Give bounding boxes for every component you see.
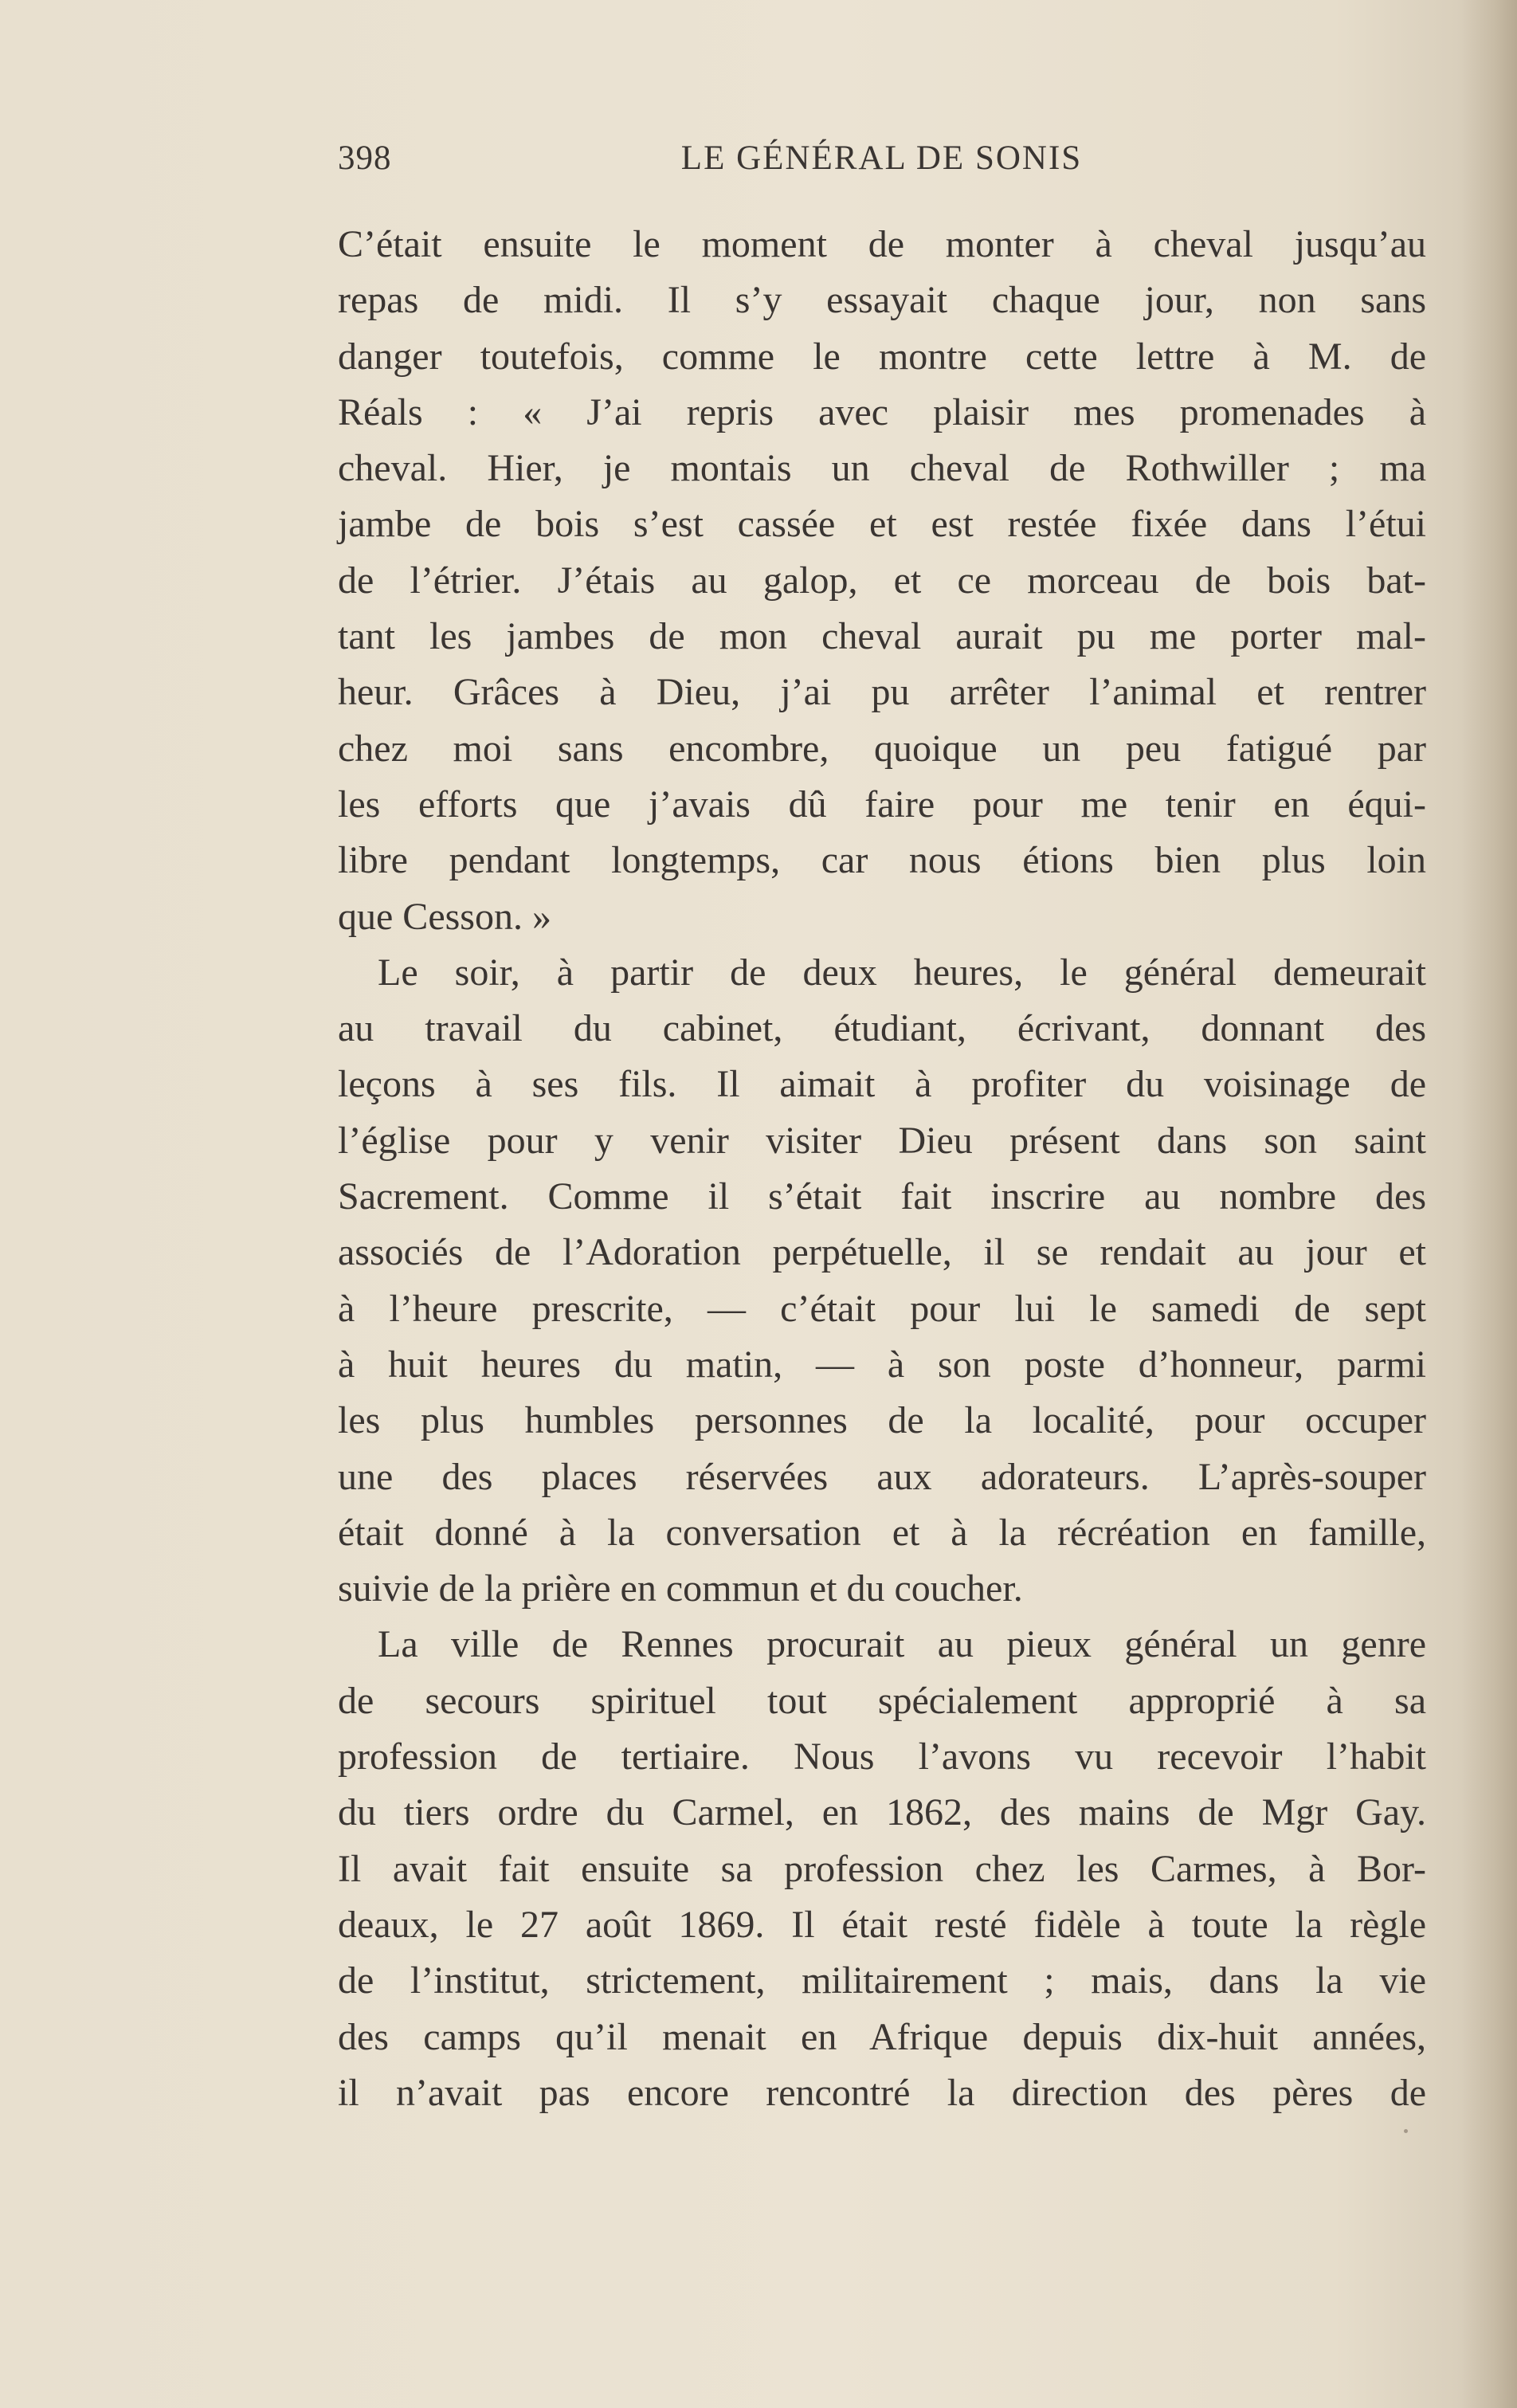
page-edge-shadow (1461, 0, 1517, 2408)
text-line: Sacrement. Comme il s’était fait inscrire au nombre des (338, 1175, 1426, 1218)
paragraph-1 (338, 217, 1426, 945)
text-line: profession de tertiaire. Nous l’avons vu recevoir l’habit (338, 1735, 1426, 1779)
text-line: heur. Grâces à Dieu, j’ai pu arrêter l’animal et rentrer (338, 671, 1426, 714)
text-line: tant les jambes de mon cheval aurait pu me porter mal- (338, 615, 1426, 658)
text-line: La ville de Rennes procurait au pieux général un genre (378, 1623, 1426, 1666)
text-line: suivie de la prière en commun et du coucher. (338, 1567, 1023, 1610)
text-line: une des places réservées aux adorateurs. L’après-souper (338, 1455, 1426, 1498)
paper-speck (1404, 2129, 1408, 2133)
text-line: danger toutefois, comme le montre cette lettre à M. de (338, 335, 1426, 378)
text-line: l’église pour y venir visiter Dieu présent dans son saint (338, 1119, 1426, 1162)
text-line: de l’étrier. J’étais au galop, et ce morceau de bois bat- (338, 559, 1426, 602)
text-line: deaux, le 27 août 1869. Il était resté fidèle à toute la règle (338, 1903, 1426, 1946)
text-line: de secours spirituel tout spécialement approprié à sa (338, 1679, 1426, 1722)
text-line: cheval. Hier, je montais un cheval de Rothwiller ; ma (338, 447, 1426, 490)
paragraph-2 (338, 945, 1426, 1618)
text-line: jambe de bois s’est cassée et est restée fixée dans l’étui (338, 503, 1426, 546)
text-line: les efforts que j’avais dû faire pour me tenir en équi- (338, 782, 1426, 826)
text-line: au travail du cabinet, étudiant, écrivant, donnant des (338, 1007, 1426, 1050)
text-line: était donné à la conversation et à la récréation en famille, (338, 1511, 1426, 1554)
body-text (338, 217, 1426, 2121)
page-number: 398 (338, 139, 392, 177)
text-line: associés de l’Adoration perpétuelle, il se rendait au jour et (338, 1231, 1426, 1274)
text-line: repas de midi. Il s’y essayait chaque jour, non sans (338, 279, 1426, 322)
text-line: à l’heure prescrite, — c’était pour lui le samedi de sept (338, 1287, 1426, 1330)
text-line: des camps qu’il menait en Afrique depuis dix-huit années, (338, 2015, 1426, 2058)
text-line: Il avait fait ensuite sa profession chez les Carmes, à Bor- (338, 1847, 1426, 1890)
text-line: C’était ensuite le moment de monter à cheval jusqu’au (338, 223, 1426, 265)
text-line: il n’avait pas encore rencontré la direction des pères de (338, 2071, 1426, 2114)
text-line: les plus humbles personnes de la localité, pour occuper (338, 1399, 1426, 1442)
page-header (338, 139, 1425, 186)
text-line: Réals : « J’ai repris avec plaisir mes promenades à (338, 390, 1426, 433)
text-line: que Cesson. » (338, 895, 551, 938)
paragraph-3 (338, 1617, 1426, 2121)
text-line: du tiers ordre du Carmel, en 1862, des mains de Mgr Gay. (338, 1791, 1426, 1834)
text-line: à huit heures du matin, — à son poste d’honneur, parmi (338, 1343, 1426, 1386)
text-line: libre pendant longtemps, car nous étions bien plus loin (338, 839, 1426, 882)
text-line: de l’institut, strictement, militairement ; mais, dans la vie (338, 1959, 1426, 2002)
text-line: chez moi sans encombre, quoique un peu fatigué par (338, 727, 1426, 770)
text-line: leçons à ses fils. Il aimait à profiter du voisinage de (338, 1063, 1426, 1106)
running-title: LE GÉNÉRAL DE SONIS (680, 139, 1083, 177)
text-line: Le soir, à partir de deux heures, le général demeurait (378, 951, 1426, 994)
